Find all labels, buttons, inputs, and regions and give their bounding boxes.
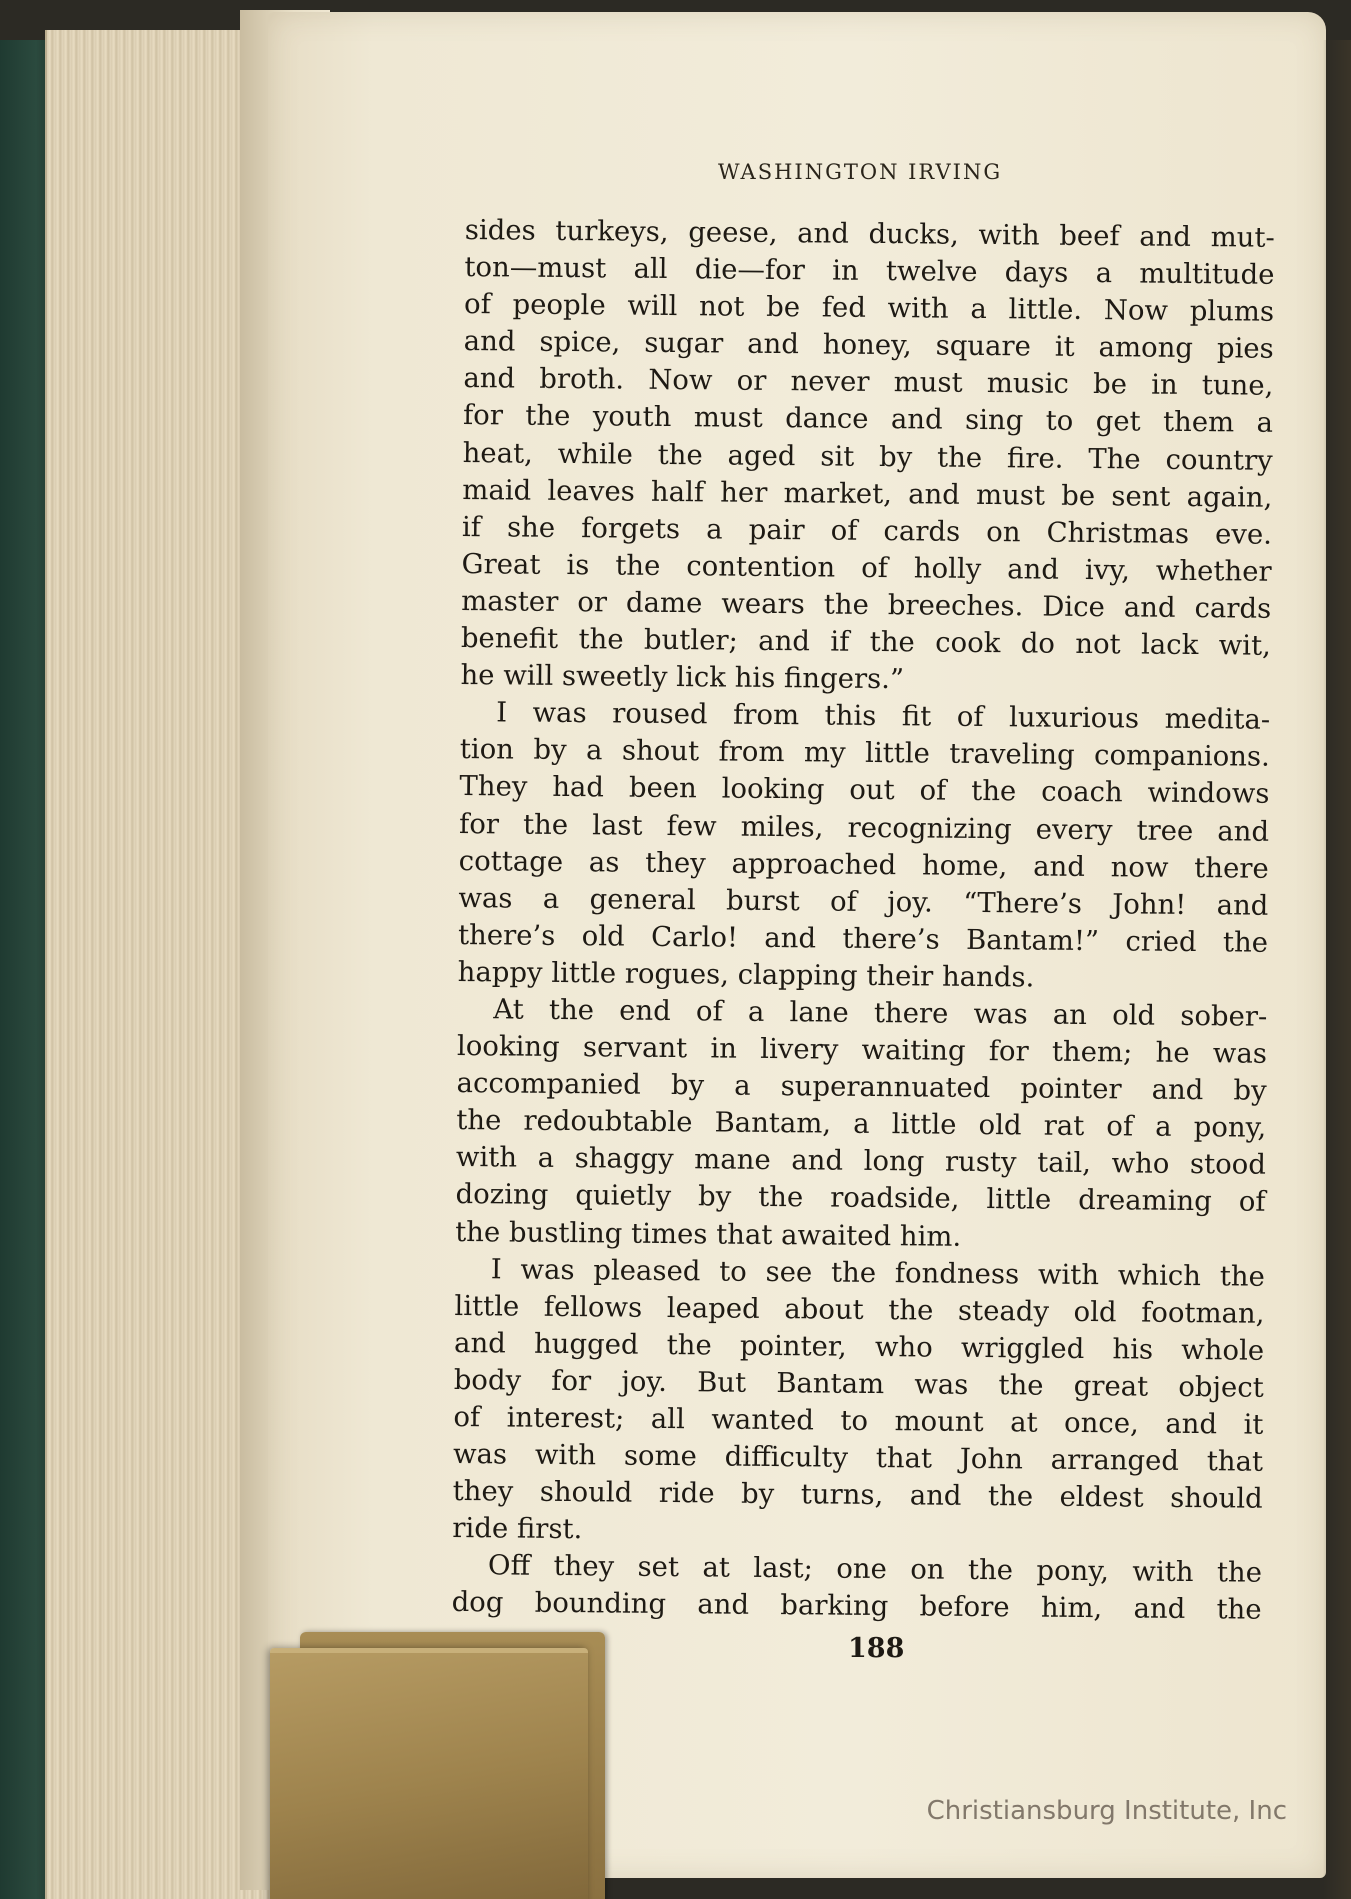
text-line: master or dame wears the breeches. Dice and cards [461,584,1272,625]
watermark: Christiansburg Institute, Inc [926,1796,1287,1826]
text-line: accompanied by a superannuated pointer and by [456,1067,1267,1107]
text-line: ton—must all die—for in twelve days a multitude [464,251,1275,291]
text-line: sides turkeys, geese, and ducks, with beef and mut- [464,213,1275,254]
text-line: benefit the butler; and if the cook do not lack wit, [460,622,1272,662]
text-line: heat, while the aged sit by the fire. The country [462,436,1273,477]
text-line: Off they set at last; one on the pony, with the [487,1549,1263,1590]
page-number: 188 [848,1633,905,1664]
text-line: I was roused from this fit of luxurious medita- [496,696,1271,736]
text-line: with a shaggy mane and long rusty tail, who stood [455,1141,1267,1182]
page-body-text [451,212,1274,1629]
text-line: of interest; all wanted to mount at once, and it [453,1400,1264,1441]
text-line: was with some difficulty that John arranged that [452,1438,1264,1478]
text-line: the redoubtable Bantam, a little old rat of a pony, [456,1104,1267,1144]
text-line: for the youth must dance and sing to get them a [462,399,1274,440]
text-line: maid leaves half her market, and must be sent again, [462,473,1273,514]
text-line: happy little rogues, clapping their hands. [457,955,1035,994]
text-line: if she forgets a pair of cards on Christmas eve. [461,510,1273,551]
page-edge-shadow [1323,40,1351,1899]
book-weight-block [270,1648,588,1899]
text-line: I was pleased to see the fondness with which the [490,1252,1265,1293]
text-line: dog bounding and barking before him, and the [451,1586,1262,1627]
running-header: WASHINGTON IRVING [718,160,1003,184]
text-line: Great is the contention of holly and ivy, whether [461,547,1272,588]
text-line: At the end of a lane there was an old sober- [493,993,1268,1033]
text-line: for the last few miles, recognizing every tree and [458,807,1270,848]
text-line: little fellows leaped about the steady old footman, [454,1289,1265,1330]
text-line: they should ride by turns, and the eldest should [452,1475,1263,1515]
text-line: there’s old Carlo! and there’s Bantam!” cried the [457,918,1269,959]
text-line: was a general burst of joy. “There’s John! and [458,881,1269,922]
text-line: ride first. [452,1512,583,1546]
text-line: the bustling times that awaited him. [455,1215,962,1253]
text-line: he will sweetly lick his fingers.” [460,659,905,696]
text-line: tion by a shout from my little traveling companions. [459,733,1270,774]
text-line: dozing quietly by the roadside, little dreaming of [455,1178,1266,1219]
text-line: of people will not be fed with a little. Now plums [463,288,1275,328]
text-line: and broth. Now or never must music be in tune, [463,362,1274,403]
text-line: cottage as they approached home, and now there [458,844,1269,885]
text-line: and hugged the pointer, who wriggled his whole [453,1326,1265,1367]
text-line: They had been looking out of the coach windows [459,770,1270,811]
text-line: body for joy. But Bantam was the great object [453,1363,1264,1404]
text-line: and spice, sugar and honey, square it among pies [463,325,1274,366]
text-line: looking servant in livery waiting for them; he was [456,1030,1268,1070]
